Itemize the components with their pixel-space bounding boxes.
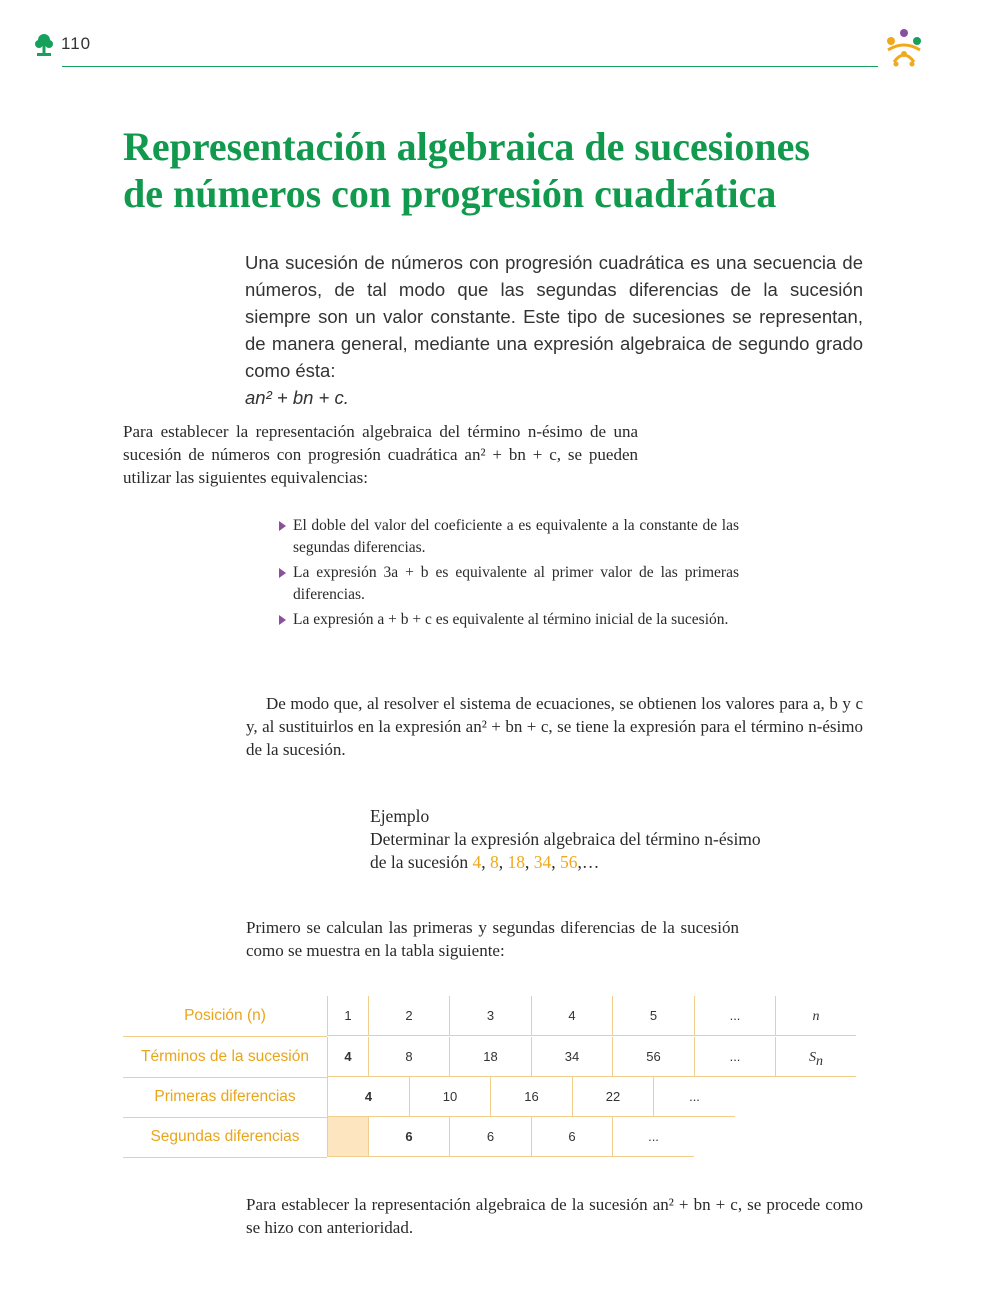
sequence-term: 8: [490, 852, 499, 872]
table-label-position: Posición (n): [123, 996, 327, 1037]
paragraph-system-solution: De modo que, al resolver el sistema de ecuaciones, se obtienen los valores para a, b y c y, al sustituirlos en la expresión an² + bn + c, se tiene la expresión para el término n-ésimo de la sucesión.: [246, 694, 863, 759]
header-rule: [62, 66, 878, 67]
table-cell-first-difference: 22: [572, 1077, 653, 1117]
table-label-first-differences: Primeras diferencias: [123, 1077, 327, 1118]
table-cell-first-difference: 10: [409, 1077, 490, 1117]
table-cell-term: 8: [368, 1037, 449, 1077]
intro-text: Una sucesión de números con progresión cuadrática es una secuencia de números, de tal modo que las segundas diferencias de la sucesión siempre son un valor constante. Este tipo de sucesiones se representan, de manera general, mediante una expresión algebraica de segundo grado como ésta:: [245, 252, 863, 381]
bullet-triangle-icon: [279, 568, 286, 578]
table-cell-first-difference: 4: [327, 1077, 409, 1117]
table-cell-term: ...: [694, 1037, 775, 1077]
list-item: El doble del valor del coeficiente a es equivalente a la constante de las segundas diferencias.: [276, 515, 739, 559]
table-cell-position: 4: [531, 996, 612, 1036]
tree-icon: [33, 33, 55, 57]
table-cell-position: ...: [694, 996, 775, 1036]
example-line-2: de la sucesión 4, 8, 18, 34, 56,…: [370, 852, 600, 872]
paragraph-equivalences-intro: Para establecer la representación algebraica del término n-ésimo de una sucesión de números con progresión cuadrática an² + bn + c, se pueden utilizar las siguientes equivalencias:: [123, 422, 638, 487]
table-cell-term: 56: [612, 1037, 694, 1077]
sequence-term: 4: [472, 852, 482, 872]
paragraph-conclusion: Para establecer la representación algebraica de la sucesión an² + bn + c, se procede como se hizo con anterioridad.: [246, 1195, 863, 1237]
page-title: [123, 123, 883, 217]
paragraph-table-intro: Primero se calculan las primeras y segundas diferencias de la sucesión como se muestra en la tabla siguiente:: [246, 918, 739, 960]
table-cell-first-difference: 16: [490, 1077, 572, 1117]
equivalences-list: [276, 515, 739, 634]
table-cell-first-difference: ...: [653, 1077, 735, 1117]
dots-logo-icon: [882, 26, 926, 70]
list-item: La expresión a + b + c es equivalente al término inicial de la sucesión.: [276, 609, 739, 631]
table-cell-term: 34: [531, 1037, 612, 1077]
intro-paragraph: [245, 249, 863, 411]
example-heading: Ejemplo: [370, 806, 430, 826]
table-cell-position: 1: [327, 996, 368, 1036]
table-cell-position: 2: [368, 996, 449, 1036]
table-cell-term: 4: [327, 1037, 368, 1077]
sequence-term: 34: [533, 852, 552, 872]
table-label-terms: Términos de la sucesión: [123, 1037, 327, 1078]
bullet-triangle-icon: [279, 615, 286, 625]
table-cell-second-difference: 6: [368, 1117, 449, 1157]
sequence-term: 18: [507, 852, 526, 872]
table-cell-second-difference: [327, 1117, 368, 1157]
table-cell-term: $S_n$: [775, 1037, 856, 1077]
intro-formula: an² + bn + c.: [245, 387, 349, 408]
bullet-triangle-icon: [279, 521, 286, 531]
table-cell-position: n: [775, 996, 856, 1036]
page-number: 110: [61, 34, 92, 53]
table-cell-second-difference: ...: [612, 1117, 694, 1157]
table-cell-term: 18: [449, 1037, 531, 1077]
example-sequence: 4, 8, 18, 34, 56: [472, 852, 578, 872]
example-block: [370, 805, 820, 874]
sequence-term: 56: [560, 852, 578, 872]
title-line-2: de números con progresión cuadrática: [123, 171, 777, 216]
table-cell-second-difference: 6: [531, 1117, 612, 1157]
table-cell-position: 5: [612, 996, 694, 1036]
table-label-second-differences: Segundas diferencias: [123, 1117, 327, 1158]
example-line-1: Determinar la expresión algebraica del término n-ésimo: [370, 829, 761, 849]
table-cell-second-difference: 6: [449, 1117, 531, 1157]
table-cell-position: 3: [449, 996, 531, 1036]
title-line-1: Representación algebraica de sucesiones: [123, 124, 810, 169]
list-item: La expresión 3a + b es equivalente al primer valor de las primeras diferencias.: [276, 562, 739, 606]
